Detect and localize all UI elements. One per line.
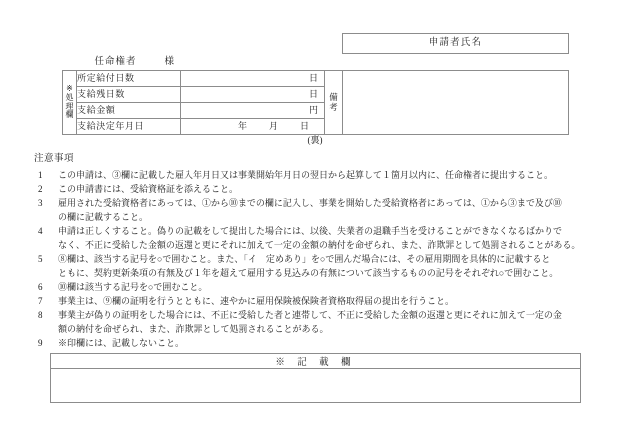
remarks-char-1: 考 — [329, 101, 338, 112]
note-line: 事業主が偽りの証明をした場合には、不正に受給した者と連帯して、不正に受給した金額の返還と更にそれに加えて一定の金 — [58, 310, 562, 321]
note-line: この申請書には、受給資格証を添えること。 — [58, 183, 239, 194]
kisai-header-label: ※ 記 載 欄 — [51, 354, 581, 369]
note-text — [58, 308, 604, 336]
form-table — [62, 33, 569, 135]
list-item — [34, 308, 604, 336]
appointer-line — [77, 57, 343, 67]
list-item — [34, 224, 604, 252]
row-label-shikyu-zan-nissu: 支給残日数 — [77, 87, 181, 103]
list-item — [34, 280, 604, 294]
note-text — [58, 224, 604, 252]
unit-label: 日 — [308, 72, 318, 83]
table-row — [63, 71, 569, 87]
note-text — [58, 252, 604, 280]
processing-form-table — [62, 33, 568, 135]
applicant-name-label: 申請者氏名 — [343, 34, 569, 54]
note-number: 2 — [38, 183, 43, 194]
note-number: 3 — [38, 197, 43, 208]
note-line: 額の納付を命ぜられ、また、詐欺罪として処罰されることがある。 — [58, 324, 329, 335]
kisai-table-wrapper — [50, 353, 581, 403]
appointer-row — [63, 54, 569, 71]
appointer-label: 任命権者 — [94, 56, 137, 67]
remarks-char-0: 備 — [329, 92, 338, 103]
list-item — [34, 294, 604, 308]
note-number: 6 — [38, 282, 43, 293]
note-line: なく、不正に受給した金額の返還と更にそれに加えて一定の金額の納付を命ぜられ、また、詐欺罪として処罰されることがある。 — [58, 239, 581, 250]
row-label-shotei-kyufu-nissu: 所定給付日数 — [77, 71, 181, 87]
applicant-name-row — [63, 34, 569, 54]
note-number: 9 — [38, 338, 43, 349]
processing-char-3: 欄 — [65, 110, 74, 120]
note-line: ⑧欄は、該当する記号を○で囲むこと。また、「イ 定めあり」を○で囲んだ場合には、その雇用期間を具体的に記載すると — [58, 254, 551, 264]
unit-day: 日 — [299, 120, 309, 131]
list-item — [34, 168, 604, 182]
list-item — [34, 182, 604, 196]
processing-char-2: 理 — [65, 101, 74, 111]
remarks-column-label — [325, 71, 343, 135]
remarks-field[interactable] — [343, 71, 569, 135]
note-number: 7 — [38, 296, 43, 307]
note-number: 8 — [38, 310, 43, 321]
list-item — [34, 196, 604, 224]
kisai-body-row — [51, 369, 581, 403]
note-line: 申請は正しくすること。偽りの記載をして提出した場合には、以後、失業者の退職手当を受けることができなくなるばかりで — [58, 225, 563, 236]
note-text — [58, 196, 604, 224]
notes-section — [34, 152, 604, 350]
note-number: 5 — [38, 254, 43, 264]
list-item — [34, 252, 604, 280]
appointer-honorific: 様 — [164, 56, 176, 67]
note-text — [58, 182, 604, 196]
row-label-shikyu-kettei-nengappi: 支給決定年月日 — [77, 119, 181, 135]
unit-label: 円 — [308, 104, 318, 115]
note-text — [58, 280, 604, 294]
row-label-shikyu-kingaku: 支給金額 — [77, 103, 181, 119]
kisai-table — [50, 353, 581, 403]
notes-title: 注意事項 — [34, 154, 75, 164]
processing-char-1: 処 — [65, 92, 74, 102]
note-line: ⑩欄は該当する記号を○で囲むこと。 — [58, 282, 208, 293]
kisai-header-row — [51, 354, 581, 369]
note-line: ※印欄には、記載しないこと。 — [58, 338, 185, 349]
unit-month: 月 — [268, 120, 278, 131]
note-number: 4 — [38, 225, 43, 236]
note-text — [58, 168, 604, 182]
row-value-shikyu-kingaku[interactable] — [181, 103, 325, 119]
row-value-shotei-kyufu-nissu[interactable] — [181, 71, 325, 87]
page-side-marker: (裏) — [307, 135, 323, 145]
note-number: 1 — [38, 169, 43, 180]
row-value-shikyu-zan-nissu[interactable] — [181, 87, 325, 103]
list-item — [34, 336, 604, 350]
kisai-body-field[interactable] — [51, 369, 581, 403]
note-text — [58, 336, 604, 350]
note-text — [58, 294, 604, 308]
processing-char-0: ※ — [66, 83, 73, 93]
note-line: ともに、契約更新条項の有無及び１年を超えて雇用する見込みの有無について該当するものの記号をそれぞれ○で囲むこと。 — [58, 268, 559, 279]
note-line: の欄に記載すること。 — [58, 211, 149, 222]
processing-column-label — [63, 71, 77, 135]
date-units — [227, 122, 320, 132]
note-line: この申請は、③欄に記載した雇入年月日又は事業開始年月日の翌日から起算して１箇月以内に、任命権者に提出すること。 — [58, 169, 554, 180]
note-line: 事業主は、⑨欄の証明を行うとともに、速やかに雇用保険被保険者資格取得届の提出を行うこと。 — [58, 296, 455, 307]
note-line: 雇用された受給資格者にあっては、①から⑩までの欄に記入し、事業を開始した受給資格者にあっては、①から③まで及び⑩ — [58, 197, 562, 208]
unit-label: 日 — [308, 88, 318, 99]
unit-year: 年 — [237, 120, 247, 131]
